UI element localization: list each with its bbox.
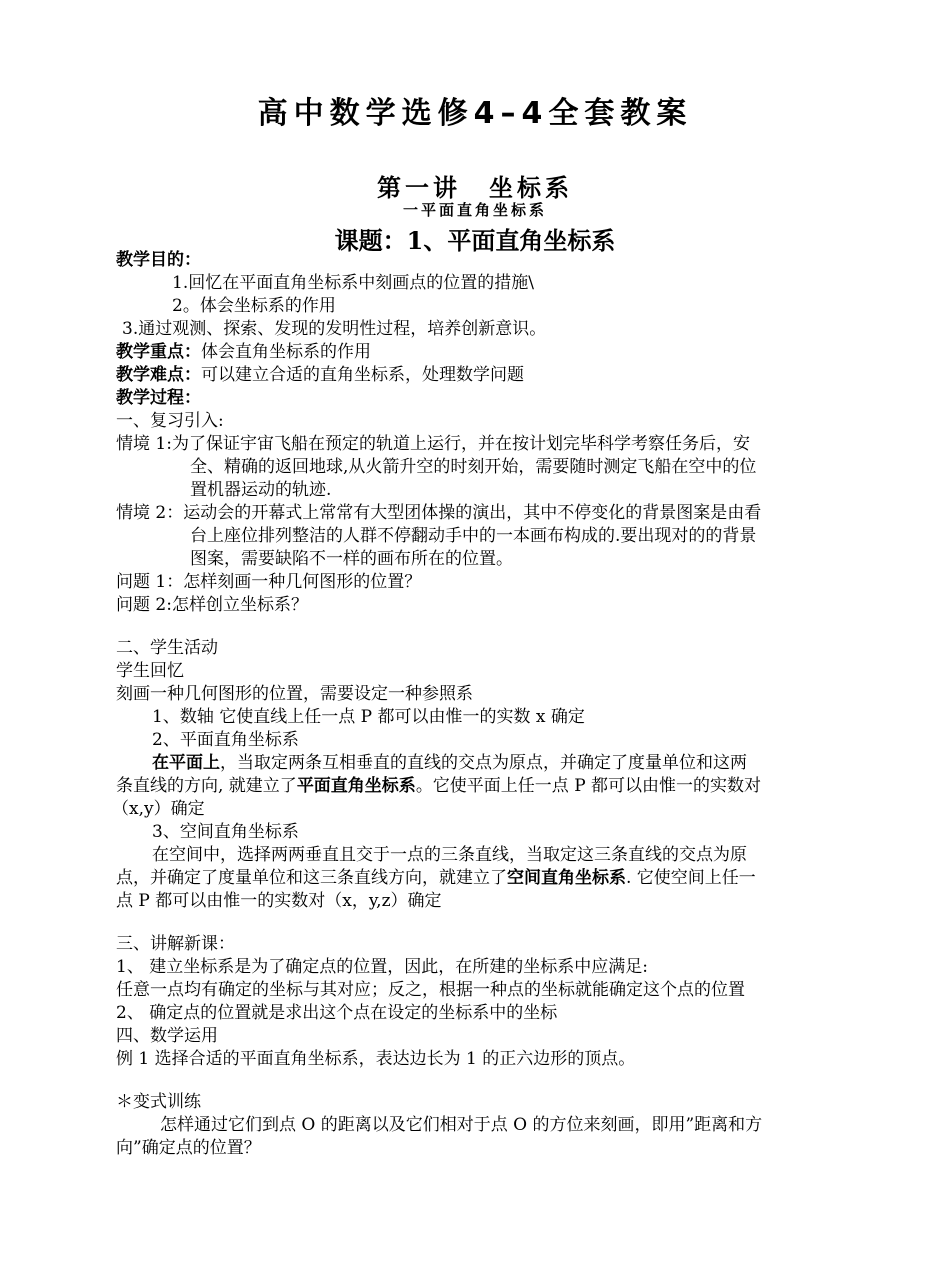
review-heading: 一、复习引入: [116,411,224,431]
lesson-item-2: 2、 确定点的位置就是求出这个点在设定的坐标系中的坐标 [116,1003,558,1023]
space-bold-system: 空间直角坐标系 [507,868,626,888]
lesson-heading: 三、讲解新课： [116,934,235,954]
scenario2-line-3: 图案，需要缺陷不一样的画布所在的位置。 [190,549,513,569]
variant-heading: ＊变式训练 [116,1092,201,1112]
plane-text-1: ，当取定两条互相垂直的直线的交点为原点，并确定了度量单位和这两 [220,753,747,773]
plane-paragraph-line-3: （x,y）确定 [112,799,205,819]
focus-text: 体会直角坐标系的作用 [201,342,371,362]
application-heading: 四、数学运用 [116,1026,218,1046]
objective-item-1: 1.回忆在平面直角坐标系中刻画点的位置的措施\ [172,273,534,293]
scenario1-line-1: 情境 1:为了保证宇宙飞船在预定的轨道上运行，并在按计划完毕科学考察任务后，安 [116,434,750,454]
plane-bold-term: 在平面上 [152,753,220,773]
space-paragraph-line-1: 在空间中，选择两两垂直且交于一点的三条直线，当取定这三条直线的交点为原 [152,845,747,865]
example-1: 例 1 选择合适的平面直角坐标系，表达边长为 1 的正六边形的顶点。 [116,1049,636,1069]
lecture-subheading: 一平面直角坐标系 [402,201,547,219]
scenario2-line-2: 台上座位排列整洁的人群不停翻动手中的一本画布构成的.要出现对的的背景 [190,526,757,546]
difficulty-text: 可以建立合适的直角坐标系，处理数学问题 [201,365,524,385]
question-2: 问题 2:怎样创立坐标系？ [116,595,308,615]
space-text-2b: . 它使空间上任一 [626,868,756,888]
plane-text-2b: 。它使平面上任一点 P 都可以由惟一的实数对 [415,776,762,796]
space-paragraph-line-3: 点 P 都可以由惟一的实数对（x，y,z）确定 [116,891,442,911]
process-label: 教学过程： [116,388,201,408]
document-title: 高中数学选修4–4全套教案 [257,96,693,131]
activity-heading: 二、学生活动 [116,638,218,658]
difficulty-line [116,364,524,386]
scenario2-line-1: 情境 2：运动会的开幕式上常常有大型团体操的演出，其中不停变化的背景图案是由看 [116,503,762,523]
lesson-item-1-detail: 任意一点均有确定的坐标与其对应；反之，根据一种点的坐标就能确定这个点的位置 [116,980,745,1000]
activity-item-2: 2、平面直角坐标系 [152,730,299,750]
activity-intro: 刻画一种几何图形的位置，需要设定一种参照系 [116,684,473,704]
variant-line-2: 向”确定点的位置？ [116,1138,261,1158]
question-1: 问题 1：怎样刻画一种几何图形的位置？ [116,572,422,592]
objectives-label: 教学目的： [116,250,201,270]
focus-label: 教学重点： [116,342,201,362]
objective-item-2: 2。体会坐标系的作用 [172,296,336,316]
plane-bold-system: 平面直角坐标系 [296,776,416,796]
scenario1-line-2: 全、精确的返回地球,从火箭升空的时刻开始，需要随时测定飞船在空中的位 [190,457,757,477]
plane-paragraph-line-1 [152,752,747,774]
objective-item-3: 3.通过观测、探索、发现的发明性过程，培养创新意识。 [122,319,547,339]
activity-recall: 学生回忆 [116,661,184,681]
plane-text-2a: 条直线的方向, 就建立了 [116,776,297,796]
variant-line-1: 怎样通过它们到点 O 的距离以及它们相对于点 O 的方位来刻画，即用”距离和方 [160,1115,763,1135]
activity-item-3: 3、空间直角坐标系 [152,822,299,842]
plane-paragraph-line-2 [116,775,761,797]
lecture-heading: 第一讲 坐标系 [377,174,573,202]
space-text-2a: 点，并确定了度量单位和这三条直线方向，就建立了 [116,868,507,888]
topic-heading: 课题：1、平面直角坐标系 [334,226,616,255]
lesson-item-1: 1、 建立坐标系是为了确定点的位置，因此，在所建的坐标系中应满足: [116,957,648,977]
scenario1-line-3: 置机器运动的轨迹. [190,480,332,500]
activity-item-1: 1、数轴 它使直线上任一点 P 都可以由惟一的实数 x 确定 [152,707,585,727]
difficulty-label: 教学难点： [116,365,201,385]
focus-line [116,341,371,363]
space-paragraph-line-2 [116,867,756,889]
